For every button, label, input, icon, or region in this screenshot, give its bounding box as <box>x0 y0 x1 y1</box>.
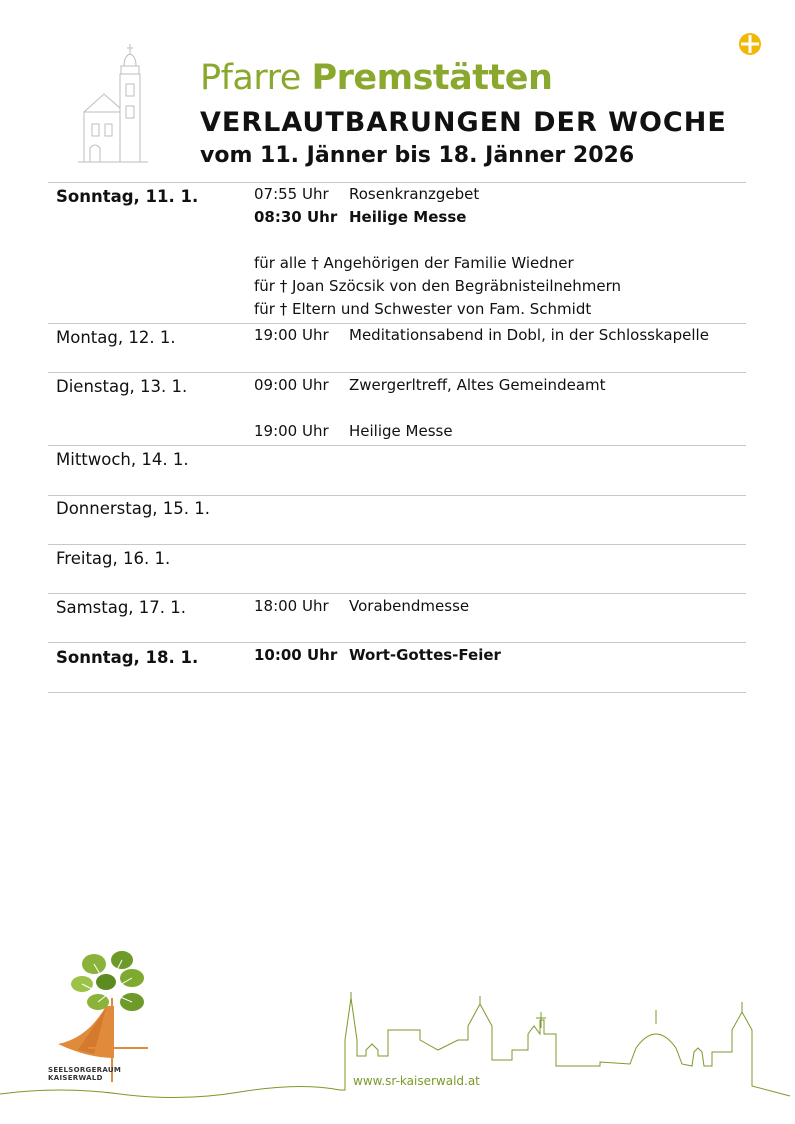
logo-text-line1: SEELSORGERAUM <box>48 1066 122 1074</box>
event-time: 10:00 Uhr <box>254 646 338 664</box>
logo-text-line2: KAISERWALD <box>48 1074 103 1082</box>
event-title: Vorabendmesse <box>349 597 470 615</box>
event-title: Zwergerltreff, Altes Gemeindeamt <box>349 376 606 394</box>
event-title: Heilige Messe <box>349 208 467 226</box>
parish-title-bold: Premstätten <box>311 58 553 98</box>
parish-title <box>200 58 552 98</box>
day-label: Samstag, 17. 1. <box>56 598 187 617</box>
day-label: Mittwoch, 14. 1. <box>56 450 189 469</box>
day-label: Donnerstag, 15. 1. <box>56 499 211 518</box>
divider <box>48 495 746 496</box>
event-time: 08:30 Uhr <box>254 208 338 226</box>
mass-intention: für † Joan Szöcsik von den Begräbnisteilnehmern <box>254 277 622 295</box>
event-title: Meditationsabend in Dobl, in der Schlosskapelle <box>349 326 709 344</box>
event-time: 07:55 Uhr <box>254 185 329 203</box>
event-time: 09:00 Uhr <box>254 376 329 394</box>
divider <box>48 642 746 643</box>
day-label: Sonntag, 18. 1. <box>56 648 199 667</box>
divider <box>48 544 746 545</box>
event-title: Rosenkranzgebet <box>349 185 480 203</box>
divider <box>48 323 746 324</box>
page-subtitle: VERLAUTBARUNGEN DER WOCHE <box>200 107 727 138</box>
divider <box>48 445 746 446</box>
mass-intention: für † Eltern und Schwester von Fam. Schmidt <box>254 300 592 318</box>
event-time: 19:00 Uhr <box>254 326 329 344</box>
event-time: 18:00 Uhr <box>254 597 329 615</box>
divider <box>48 593 746 594</box>
date-range: vom 11. Jänner bis 18. Jänner 2026 <box>200 143 635 168</box>
mass-intention: für alle † Angehörigen der Familie Wiedner <box>254 254 574 272</box>
divider <box>48 372 746 373</box>
day-label: Sonntag, 11. 1. <box>56 187 199 206</box>
skyline-illustration <box>0 990 795 1124</box>
day-label: Freitag, 16. 1. <box>56 549 171 568</box>
divider <box>48 182 746 183</box>
parish-title-light: Pfarre <box>200 58 301 98</box>
cross-logo-icon <box>738 32 762 56</box>
church-icon <box>78 44 148 166</box>
divider <box>48 692 746 693</box>
event-title: Heilige Messe <box>349 422 453 440</box>
website-link[interactable]: www.sr-kaiserwald.at <box>353 1074 480 1088</box>
event-title: Wort-Gottes-Feier <box>349 646 501 664</box>
day-label: Dienstag, 13. 1. <box>56 377 188 396</box>
day-label: Montag, 12. 1. <box>56 328 176 347</box>
event-time: 19:00 Uhr <box>254 422 329 440</box>
